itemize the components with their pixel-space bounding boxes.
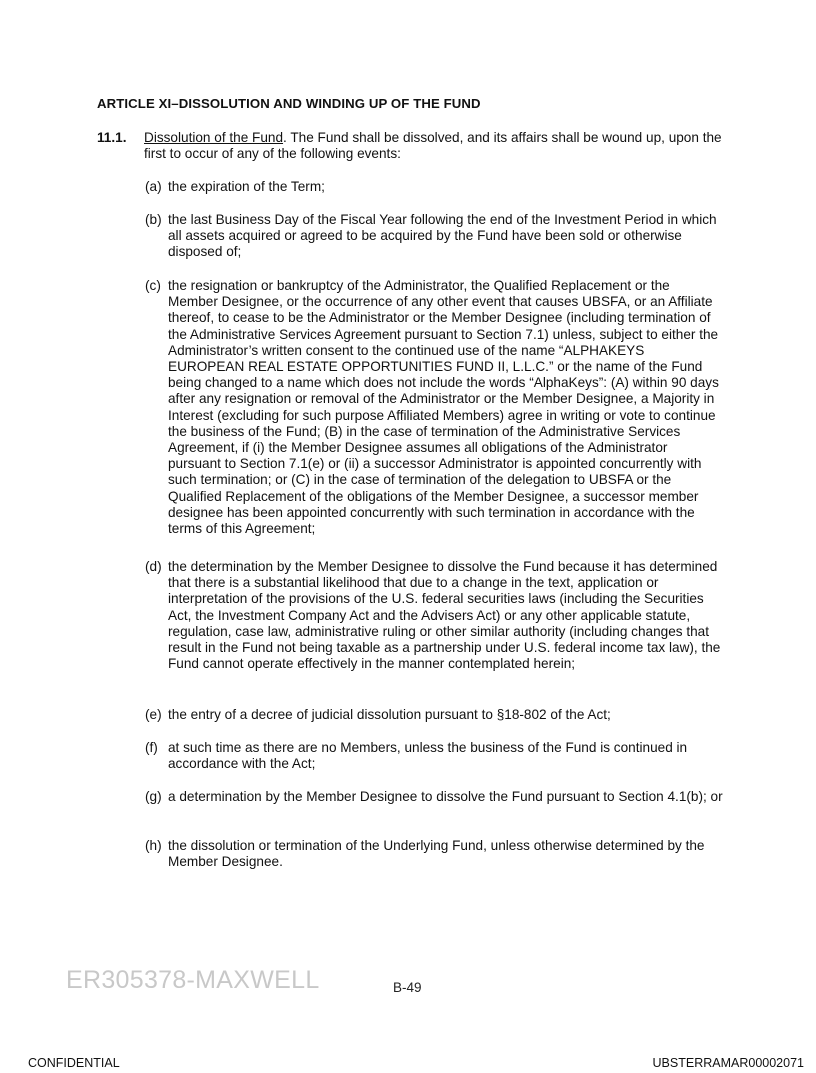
event-text: the expiration of the Term;	[168, 179, 325, 194]
page-number: B-49	[393, 980, 422, 995]
section-body	[144, 130, 722, 162]
article-heading: ARTICLE XI–DISSOLUTION AND WINDING UP OF THE FUND	[97, 96, 481, 111]
event-item-c	[145, 278, 723, 537]
event-item-d	[145, 559, 723, 672]
event-label: (f)	[145, 740, 158, 755]
event-text: a determination by the Member Designee to dissolve the Fund pursuant to Section 4.1(b); or	[168, 789, 723, 804]
section-number: 11.1.	[97, 130, 127, 145]
event-text: the resignation or bankruptcy of the Administrator, the Qualified Replacement or the Member Designee, or the occurrence of any other event that causes UBSFA, or an Affiliate thereof, to cease to be the Administrator or the Member Designee (including termination of the Administrative Services Agreement pursuant to Section 7.1) unless, subject to either the Administrator’s written consent to the continued use of the name “ALPHAKEYS EUROPEAN REAL ESTATE OPPORTUNITIES FUND II, L.L.C.” or the name of the Fund being changed to a name which does not include the words “AlphaKeys”: (A) within 90 days after any resignation or removal of the Administrator or the Member Designee, a Majority in Interest (excluding for such purpose Affiliated Members) agree in writing or vote to continue the business of the Fund; (B) in the case of termination of the Administrative Services Agreement, if (i) the Member Designee assumes all obligations of the Administrator pursuant to Section 7.1(e) or (ii) a successor Administrator is appointed concurrently with such termination; or (C) in the case of termination of the delegation to UBSFA or the Qualified Replacement of the obligations of the Member Designee, a successor member designee has been appointed concurrently with such termination in accordance with the terms of this Agreement;	[168, 278, 719, 537]
event-text: the last Business Day of the Fiscal Year following the end of the Investment Period in which all assets acquired or agreed to be acquired by the Fund have been sold or otherwise disposed of;	[168, 212, 717, 260]
event-text: the entry of a decree of judicial dissolution pursuant to §18-802 of the Act;	[168, 707, 611, 722]
event-label: (a)	[145, 179, 162, 194]
event-label: (c)	[145, 278, 161, 293]
event-item-f	[145, 740, 723, 772]
confidential-label: CONFIDENTIAL	[28, 1056, 120, 1070]
exhibit-watermark: ER305378-MAXWELL	[66, 966, 320, 994]
event-text: the determination by the Member Designee to dissolve the Fund because it has determined that there is a substantial likelihood that due to a change in the text, application or interpretation of the provisions of the U.S. federal securities laws (including the Securities Act, the Investment Company Act and the Advisers Act) or any other applicable statute, regulation, case law, administrative ruling or other similar authority (including changes that result in the Fund not being taxable as a partnership under U.S. federal income tax law), the Fund cannot operate effectively in the manner contemplated herein;	[168, 559, 721, 672]
section-title: Dissolution of the Fund	[144, 130, 284, 145]
event-item-h	[145, 838, 723, 870]
event-item-a	[145, 179, 723, 195]
event-text: at such time as there are no Members, unless the business of the Fund is continued in accordance with the Act;	[168, 740, 688, 772]
section-11-1	[97, 130, 722, 162]
bates-number: UBSTERRAMAR00002071	[652, 1056, 804, 1070]
event-text: the dissolution or termination of the Underlying Fund, unless otherwise determined by the Member Designee.	[168, 838, 705, 870]
event-item-b	[145, 212, 723, 261]
event-label: (d)	[145, 559, 162, 574]
event-label: (b)	[145, 212, 162, 227]
section-intro: . The Fund shall be dissolved, and its affairs shall be wound up, upon the first to occur of any of the following events:	[144, 130, 722, 162]
event-label: (e)	[145, 707, 162, 722]
event-label: (g)	[145, 789, 162, 804]
event-item-e	[145, 707, 723, 723]
event-label: (h)	[145, 838, 162, 853]
event-item-g	[145, 789, 723, 805]
